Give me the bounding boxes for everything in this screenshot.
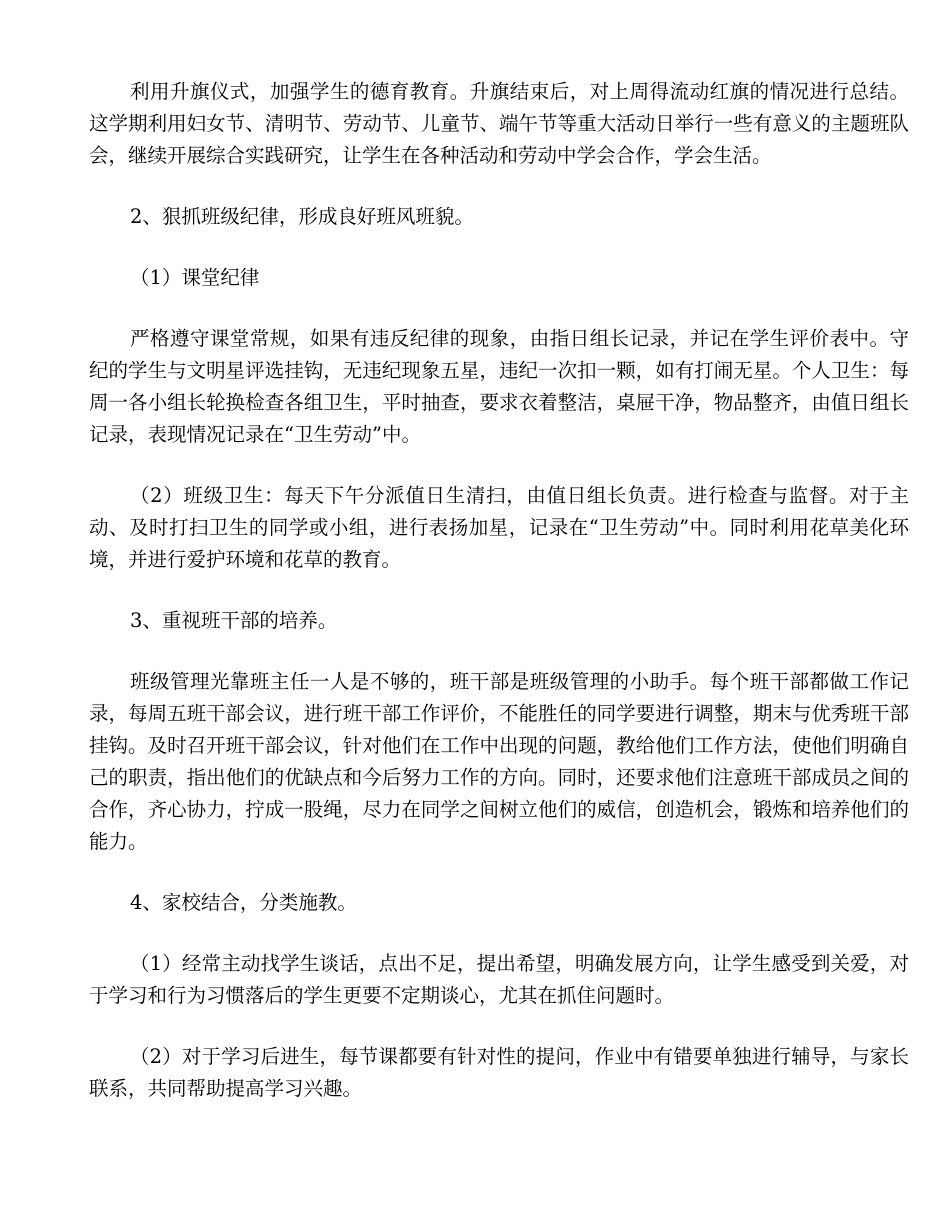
subheading-classroom-discipline: （1）课堂纪律 [130,266,260,289]
paragraph-underachievers: （2）对于学习后进生，每节课都要有针对性的提问，作业中有错要单独进行辅导，与家长联系，共同帮助提高学习兴趣。 [89,1045,909,1100]
paragraph-flag-ceremony: 利用升旗仪式，加强学生的德育教育。升旗结束后，对上周得流动红旗的情况进行总结。这学期利用妇女节、清明节、劳动节、儿童节、端午节等重大活动日举行一些有意义的主题班队会，继续开展综合实践研究，让学生在各种活动和劳动中学会合作，学会生活。 [89,80,909,167]
section-heading-home-school: 4、家校结合，分类施教。 [130,891,357,914]
paragraph-classroom-rules: 严格遵守课堂常规，如果有违反纪律的现象，由指日组长记录，并记在学生评价表中。守纪的学生与文明星评选挂钩，无违纪现象五星，违纪一次扣一颗，如有打闹无星。个人卫生：每周一各小组长轮换检查各组卫生，平时抽查，要求衣着整洁，桌屉干净，物品整齐，由值日组长记录，表现情况记录在“卫生劳动”中。 [89,327,909,446]
section-heading-class-cadres: 3、重视班干部的培养。 [130,609,338,632]
paragraph-student-talks: （1）经常主动找学生谈话，点出不足，提出希望，明确发展方向，让学生感受到关爱，对于学习和行为习惯落后的学生更要不定期谈心，尤其在抓住问题时。 [89,952,909,1007]
paragraph-class-hygiene: （2）班级卫生：每天下午分派值日生清扫，由值日组长负责。进行检查与监督。对于主动、及时打扫卫生的同学或小组，进行表扬加星，记录在“卫生劳动”中。同时利用花草美化环境，并进行爱护环境和花草的教育。 [89,484,909,571]
document-page [89,76,909,1105]
paragraph-class-cadres: 班级管理光靠班主任一人是不够的，班干部是班级管理的小助手。每个班干部都做工作记录，每周五班干部会议，进行班干部工作评价，不能胜任的同学要进行调整，期末与优秀班干部挂钩。及时召开班干部会议，针对他们在工作中出现的问题，教给他们工作方法，使他们明确自己的职责，指出他们的优缺点和今后努力工作的方向。同时，还要求他们注意班干部成员之间的合作，齐心协力，拧成一股绳，尽力在同学之间树立他们的威信，创造机会，锻炼和培养他们的能力。 [89,670,909,853]
section-heading-discipline: 2、狠抓班级纪律，形成良好班风班貌。 [130,205,474,228]
